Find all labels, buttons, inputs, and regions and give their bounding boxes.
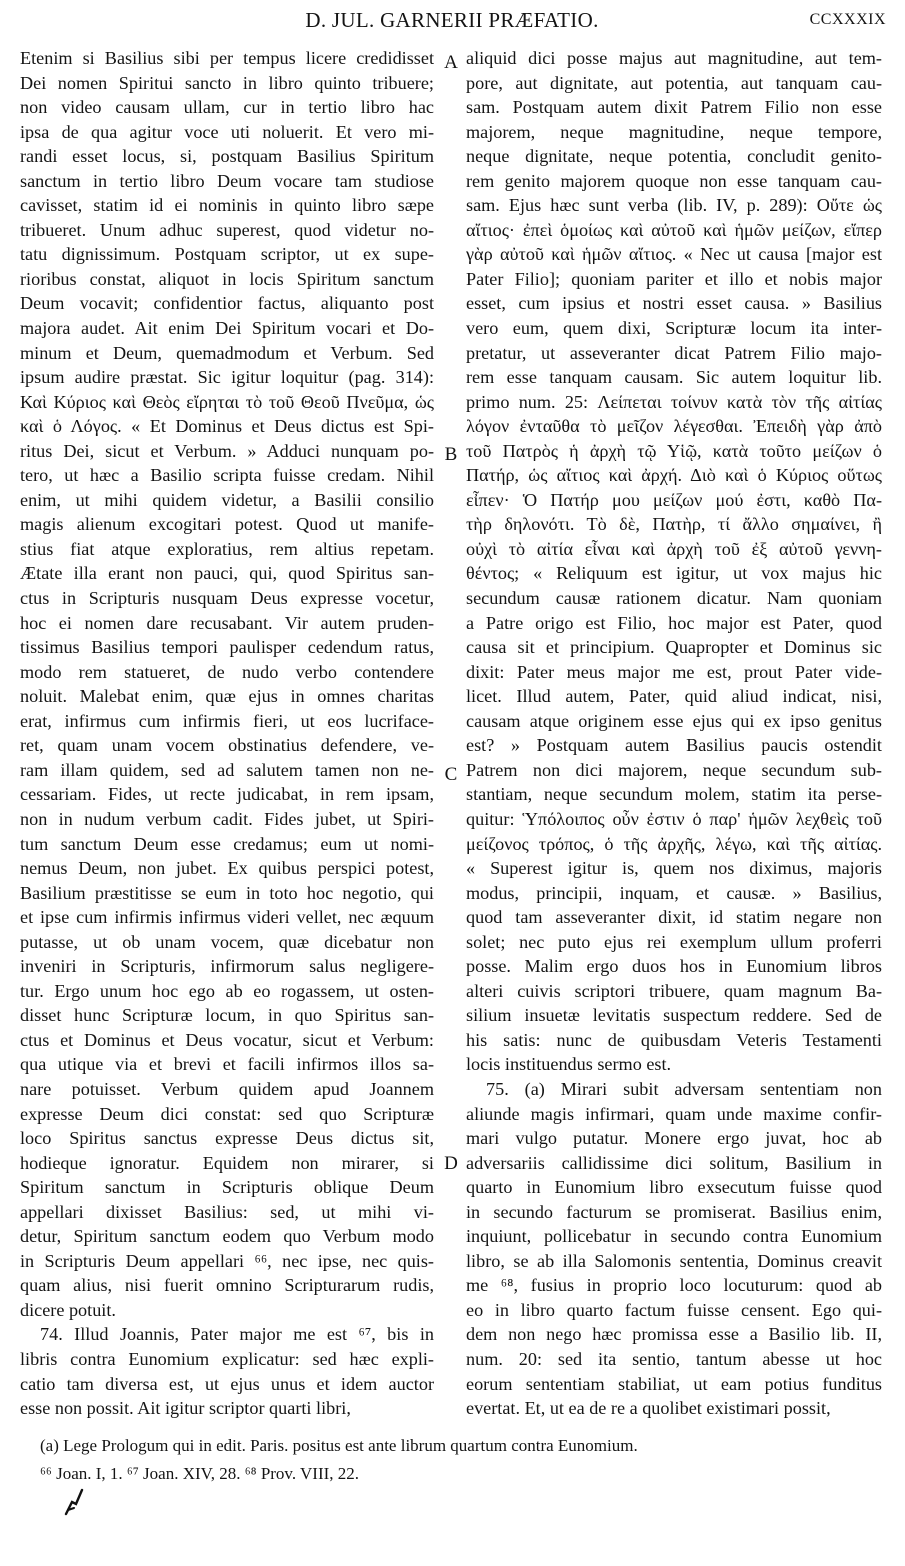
right-column-line: αἴτιος· ἐπεὶ ὁμοίως καὶ αὐτοῦ καὶ ἡμῶν μείζων, εἴπερ: [466, 219, 882, 240]
right-column-line: secundum causæ rationem dicatur. Nam quoniam: [466, 588, 882, 609]
section-marker-a: A: [444, 52, 458, 73]
right-column-line: εἶπεν· Ὁ Πατήρ μου μείζων μού ἐστι, καθὸ Πα-: [466, 489, 882, 510]
right-column-line: « Superest igitur is, quem nos diximus, majoris: [466, 858, 882, 879]
left-column-line: hoc ei nomen dare recusabant. Vir autem pruden-: [20, 612, 434, 633]
right-column-line: γὰρ αὐτοῦ καὶ ἡμῶν αἴτιος. « Nec ut causa [major est: [466, 244, 882, 265]
right-column-line: stantiam, neque secundum molem, statim ita perse-: [466, 784, 882, 805]
left-column-line: minum et Deum, quemadmodum et Verbum. Sed: [20, 342, 434, 363]
left-column-line: detur, Spiritum sanctum eodem quo Verbum modo: [20, 1226, 434, 1247]
left-column-line: καὶ ὁ Λόγος. « Et Dominus et Deus dictus est Spi-: [20, 416, 434, 437]
left-column: [20, 46, 434, 1421]
left-column-line: noluit. Malebat enim, quæ ejus in omnes charitas: [20, 686, 434, 707]
right-column-line: 75. (a) Mirari subit adversam sententiam non: [486, 1078, 882, 1099]
right-column-line: posse. Malim ergo duos hos in Eunomium libros: [466, 956, 882, 977]
section-marker-d: D: [444, 1153, 458, 1174]
right-column-line: aliunde magis infirmari, quam unde maxime confir-: [466, 1103, 882, 1124]
right-column-line: pretatur, ut asseveranter dicat Patrem Filio majo-: [466, 342, 882, 363]
left-column-line: nemus Deum, non jubet. Ex quibus perspici potest,: [20, 858, 434, 879]
left-column-line: rioribus constat, aliquot in locis Spiritum sanctum: [20, 268, 434, 289]
section-marker-b: B: [444, 444, 458, 465]
right-column-line: rem genito majorem quoque non esse tanquam cau-: [466, 170, 882, 191]
left-column-line: libris contra Eunomium explicatur: sed hæc expli-: [20, 1348, 434, 1369]
right-column-line: alteri cuivis scriptori tribuere, quam magnum Ba-: [466, 980, 882, 1001]
left-column-line: modo rem statueret, de nudo verbo contendere: [20, 661, 434, 682]
left-column-line: erat, infirmus cum infirmis fieri, ut eos lucriface-: [20, 710, 434, 731]
right-column-line: silium insuetæ levitatis suspectum reddere. Sed de: [466, 1005, 882, 1026]
left-column-line: in Scripturis Deum appellari ⁶⁶, nec ipse, nec quis-: [20, 1250, 434, 1271]
right-column-line: in secundo facturum se promiserat. Basilius enim,: [466, 1201, 882, 1222]
right-column-line: locis instituendus sermo est.: [466, 1054, 672, 1075]
left-column-line: tero, ut hæc a Basilio scripta fuisse credam. Nihil: [20, 465, 434, 486]
right-column-line: mari vulgo putatur. Monere ergo juvat, hoc ab: [466, 1128, 882, 1149]
right-column-line: inquiunt, pollicebatur in secundo contra Eunomium: [466, 1226, 882, 1247]
left-column-line: tatu dignissimum. Postquam scriptor, ut ex supe-: [20, 244, 434, 265]
right-column-line: adversariis callidissime dici solitum, Basilium in: [466, 1152, 882, 1173]
right-column-line: sam. Ejus hæc sunt verba (lib. IV, p. 289): Οὔτε ὡς: [466, 195, 882, 216]
left-column-line: ritus Dei, sicut et Verbum. » Adduci nunquam po-: [20, 440, 434, 461]
right-column-line: quod tam asseveranter dixit, id statim negare non: [466, 907, 882, 928]
right-column-line: est? » Postquam autem Basilius paucis ostendit: [466, 735, 882, 756]
right-column-line: eorum sententiam stabiliat, ut eam potius funditus: [466, 1373, 882, 1394]
running-title: D. JUL. GARNERII PRÆFATIO.: [305, 8, 599, 32]
right-column-line: evertat. Et, ut ea de re a quolibet existimari possit,: [466, 1398, 831, 1419]
right-column-line: quitur: Ὑπόλοιπος οὖν ἐστιν ὁ παρ' ἡμῶν λεχθεὶς τοῦ: [466, 808, 882, 829]
left-column-line: ram illam quidem, sed ad salutem tamen non ne-: [20, 759, 434, 780]
left-column-line: sanctum in tertio libro Deum vocare tam studiose: [20, 170, 434, 191]
right-column-line: Pater Filio]; quoniam pariter et illo et nobis major: [466, 268, 882, 289]
left-column-line: dicere potuit.: [20, 1299, 116, 1320]
left-column-line: qua utique via et brevi et facili infirmos illos sa-: [20, 1054, 434, 1075]
left-column-line: tribueret. Unum adhuc superest, quod videtur no-: [20, 219, 434, 240]
left-column-line: Ætate illa erant non pauci, qui, quod Spiritus san-: [20, 563, 434, 584]
right-column-line: λόγον ἐνταῦθα τὸ μεῖζον λέγεσθαι. Ἐπειδὴ γὰρ ἀπὸ: [466, 416, 882, 437]
right-column: [466, 46, 882, 1421]
right-column-line: solet; nec puto ejus rei exemplum ullum proferri: [466, 931, 882, 952]
left-column-line: ipsum audire præstat. Sic igitur loquitur (pag. 314):: [20, 367, 434, 388]
page-header: [18, 8, 886, 40]
right-column-line: me ⁶⁸, fusius in proprio loco locuturum: quod ab: [466, 1275, 882, 1296]
left-column-line: et ipse cum infirmis infirmus videri vellet, nec æquum: [20, 907, 434, 928]
left-column-line: non in nudum verbum cadit. Fides jubet, ut Spiri-: [20, 808, 434, 829]
right-column-line: num. 20: sed ita sentio, tantum abesse ut hoc: [466, 1348, 882, 1369]
footnotes: [40, 1432, 880, 1488]
left-column-line: cavisset, statim id ei nominis in quinto libro sæpe: [20, 195, 434, 216]
right-column-line: aliquid dici posse majus aut magnitudine, aut tem-: [466, 48, 882, 68]
left-column-line: tum sanctum Deum esse credamus; eum ut nomi-: [20, 833, 434, 854]
right-column-line: quarto in Eunomium libro exsecutum fuisse quod: [466, 1177, 882, 1198]
left-column-line: putasse, ut ob unam vocem, quæ dicebatur non: [20, 931, 434, 952]
left-column-line: expresse Deum dici constat: sed quo Scripturæ: [20, 1103, 434, 1124]
ink-mark-icon: [62, 1488, 86, 1516]
right-column-line: τοῦ Πατρὸς ἡ ἀρχὴ τῷ Υἱῷ, κατὰ τοῦτο μείζων ὁ: [466, 440, 882, 461]
left-column-line: ret, quam unam vocem obstinatius defendere, ve-: [20, 735, 434, 756]
left-column-line: loco Spiritus sanctus expresse Deus dictus sit,: [20, 1128, 434, 1149]
left-column-line: enim, ut mihi quidem videtur, a Basilii consilio: [20, 489, 434, 510]
right-column-line: causa sit et principium. Quapropter et Dominus sic: [466, 637, 882, 658]
right-column-line: Patrem non dici majorem, neque secundum sub-: [466, 759, 882, 780]
left-column-line: Καὶ Κύριος καὶ Θεὸς εἴρηται τὸ τοῦ Θεοῦ Πνεῦμα, ὡς: [20, 391, 434, 412]
left-column-line: Basilium præstitisse se eum in toto hoc negotio, qui: [20, 882, 434, 903]
left-column-line: inveniri in Scripturis, infirmorum salus negligere-: [20, 956, 434, 977]
left-column-line: magis alienum excogitari potest. Quod ut manife-: [20, 514, 434, 535]
left-column-line: ipsa de qua agitur voce uti noluerit. Et vero mi-: [20, 121, 434, 142]
right-column-line: primo num. 25: Λείπεται τοίνυν κατὰ τὸν τῆς αἰτίας: [466, 391, 882, 412]
left-column-line: cessariam. Fides, ut recte judicabat, in rem ipsam,: [20, 784, 434, 805]
left-column-line: majora audet. Ait enim Dei Spiritum vocari et Do-: [20, 318, 434, 339]
right-column-line: rem esse tanquam causam. Sic autem loquitur lib.: [466, 367, 882, 388]
right-column-line: pore, aut dignitate, aut potentia, aut tanquam cau-: [466, 72, 882, 93]
right-column-line: libro, se ab illa Salomonis sententia, Dominus creavit: [466, 1250, 882, 1271]
right-column-line: οὐχὶ τὸ αἰτία εἶναι καὶ ἀρχὴ τοῦ ἐξ αὐτοῦ γεννη-: [466, 538, 882, 559]
right-column-line: eo in libro quarto factum fuisse censent. Ego qui-: [466, 1299, 882, 1320]
section-marker-c: C: [444, 764, 458, 785]
left-column-line: Deum vocavit; confidentior factus, aliquanto post: [20, 293, 434, 314]
left-column-line: catio tam diversa est, ut ejus unus et idem auctor: [20, 1373, 434, 1394]
right-column-line: sam. Postquam autem dixit Patrem Filio non esse: [466, 97, 882, 118]
right-column-line: dixit: Pater meus major me est, prout Pater vide-: [466, 661, 882, 682]
right-column-line: Πατήρ, ὡς αἴτιος καὶ ἀρχή. Διὸ καὶ ὁ Κύριος οὕτως: [466, 465, 882, 486]
left-column-line: tissimus Basilius tempori paulisper cedendum ratus,: [20, 637, 434, 658]
left-column-line: hodieque ignoratur. Equidem non mirarer, si: [20, 1152, 434, 1173]
footnote-references: ⁶⁶ Joan. I, 1. ⁶⁷ Joan. XIV, 28. ⁶⁸ Prov. VIII, 22.: [40, 1464, 360, 1483]
left-column-line: nare potuisset. Verbum quidem apud Joannem: [20, 1078, 434, 1099]
left-column-line: non video causam ullam, cur in tertio libro hac: [20, 97, 434, 118]
right-column-line: majorem, neque magnitudine, neque tempore,: [466, 121, 882, 142]
left-column-line: Etenim si Basilius sibi per tempus licere credidisset: [20, 48, 434, 68]
left-column-line: stius fiat atque exploratius, rem altius repetam.: [20, 538, 434, 559]
right-column-line: θέντος; « Reliquum est igitur, ut vox majus hic: [466, 563, 882, 584]
right-column-line: a Patre origo est Filio, hoc major est Pater, quod: [466, 612, 882, 633]
left-column-line: tur. Ergo unum hoc ego ab eo rogassem, ut osten-: [20, 980, 434, 1001]
left-column-line: quam alius, nisi fuerit omnino Scripturarum rudis,: [20, 1275, 434, 1296]
right-column-line: his satis: nunc de quibusdam Veteris Testamenti: [466, 1029, 882, 1050]
right-column-line: dem non nego hæc promissa esse a Basilio lib. II,: [466, 1324, 882, 1345]
left-column-line: ctus et Dominus et Deus vocatur, sicut et Verbum:: [20, 1029, 434, 1050]
right-column-line: licet. Illud autem, Pater, quid aliud indicat, nisi,: [466, 686, 882, 707]
right-column-line: vero eum, quem dixi, Scripturæ locum ita inter-: [466, 318, 882, 339]
right-column-line: esset, cum ipsius et nostri esset causa. » Basilius: [466, 293, 882, 314]
left-column-line: Dei nomen Spiritui sancto in libro quinto tribuere;: [20, 72, 434, 93]
left-column-line: disset hunc Scripturæ locum, in quo Spiritus san-: [20, 1005, 434, 1026]
left-column-line: appellari dixisset Basilius: sed, ut mihi vi-: [20, 1201, 434, 1222]
footnote-editorial: (a) Lege Prologum qui in edit. Paris. positus est ante librum quartum contra Eunomium.: [40, 1436, 638, 1455]
left-column-line: randi esset locus, si, postquam Basilius Spiritum: [20, 146, 434, 167]
left-column-line: ctus in Scripturis nusquam Deus expresse vocetur,: [20, 588, 434, 609]
right-column-line: τὴρ δηλονότι. Τὸ δὲ, Πατὴρ, τί ἄλλο σημαίνει, ἢ: [466, 514, 882, 535]
page-number: CCXXXIX: [809, 11, 886, 28]
left-column-line: Spiritum sanctum in Scripturis oblique Deum: [20, 1177, 434, 1198]
left-column-line: esse non possit. Ait igitur scriptor quarti libri,: [20, 1398, 351, 1419]
right-column-line: neque dignitate, neque potentia, concludit genito-: [466, 146, 882, 167]
right-column-line: μείζονος τρόπος, ὁ τῆς ἀρχῆς, λέγω, καὶ τῆς αἰτίας.: [466, 833, 882, 854]
right-column-line: modus, principii, inquam, et causæ. » Basilius,: [466, 882, 882, 903]
left-column-line: 74. Illud Joannis, Pater major me est ⁶⁷, bis in: [40, 1324, 434, 1345]
right-column-line: causam atque originem esse ejus qui ex ipso genitus: [466, 710, 882, 731]
